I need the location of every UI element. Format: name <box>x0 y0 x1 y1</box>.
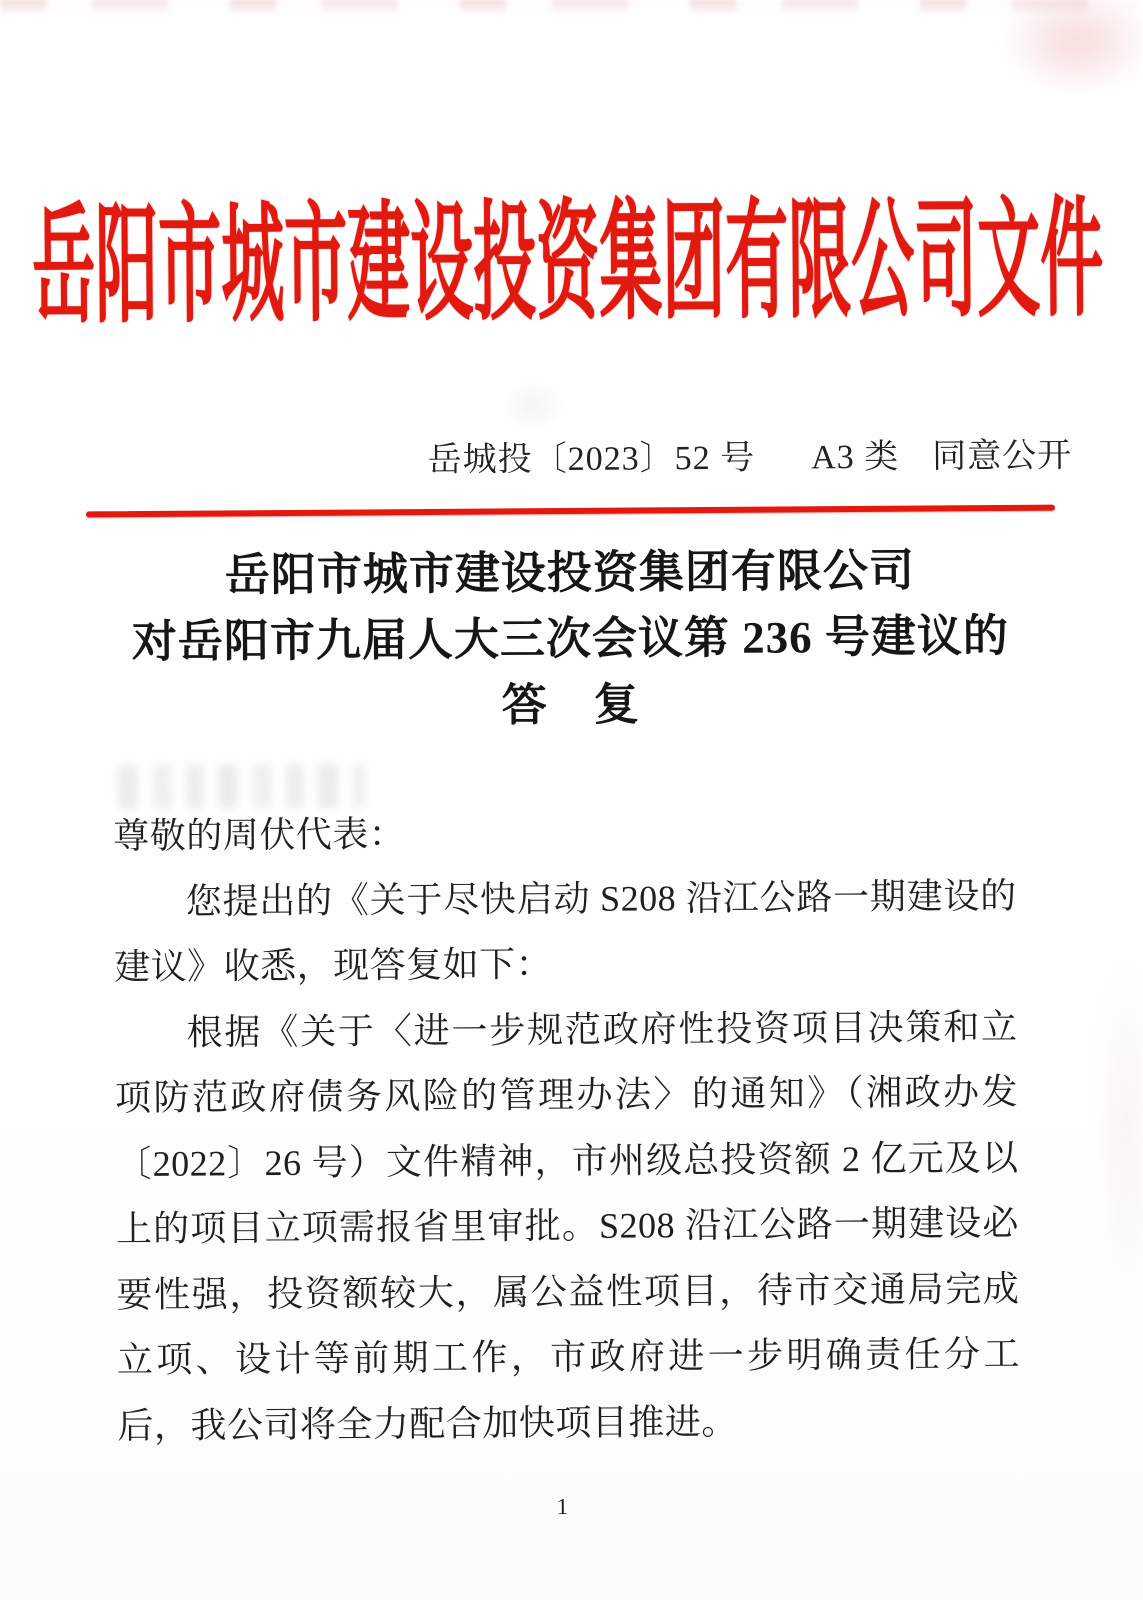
document-number: 岳城投〔2023〕52 号 <box>427 439 756 479</box>
document-title-line1: 岳阳市城市建设投资集团有限公司 <box>224 545 916 601</box>
document-category: A3 类 <box>810 438 900 477</box>
body-paragraph-2: 根据《关于〈进一步规范政府性投资项目决策和立项防范政府债务风险的管理办法〉的通知》（湘政办发〔2022〕26 号）文件精神，市州级总投资额 2 亿元及以上的项目立项需报省里审批。S208 沿江公路一期建设必要性强，投资额较大，属公益性项目，待市交通局完成立项、设计等前期工作，市政府进一步明确责任分工后，我公司将全力配合加快项目推进。 <box>114 1006 1021 1446</box>
body-paragraph-1: 您提出的《关于尽快启动 S208 沿江公路一期建设的建议》收悉，现答复如下： <box>114 875 1017 988</box>
document-title-line2: 对岳阳市九届人大三次会议第 236 号建议的 <box>131 610 1010 668</box>
page-number: 1 <box>556 1494 569 1520</box>
document-number-line <box>427 436 1072 480</box>
letter-body <box>113 798 1021 1459</box>
salutation: 尊敬的周伏代表： <box>113 814 406 857</box>
letterhead-title: 岳阳市城市建设投资集团有限公司文件 <box>31 188 1104 340</box>
disclosure-status: 同意公开 <box>932 437 1073 476</box>
document-title-line3: 答 复 <box>501 679 641 731</box>
red-divider-line <box>86 505 1055 518</box>
scan-artifact-crease <box>485 368 582 443</box>
document-title <box>0 536 1143 742</box>
